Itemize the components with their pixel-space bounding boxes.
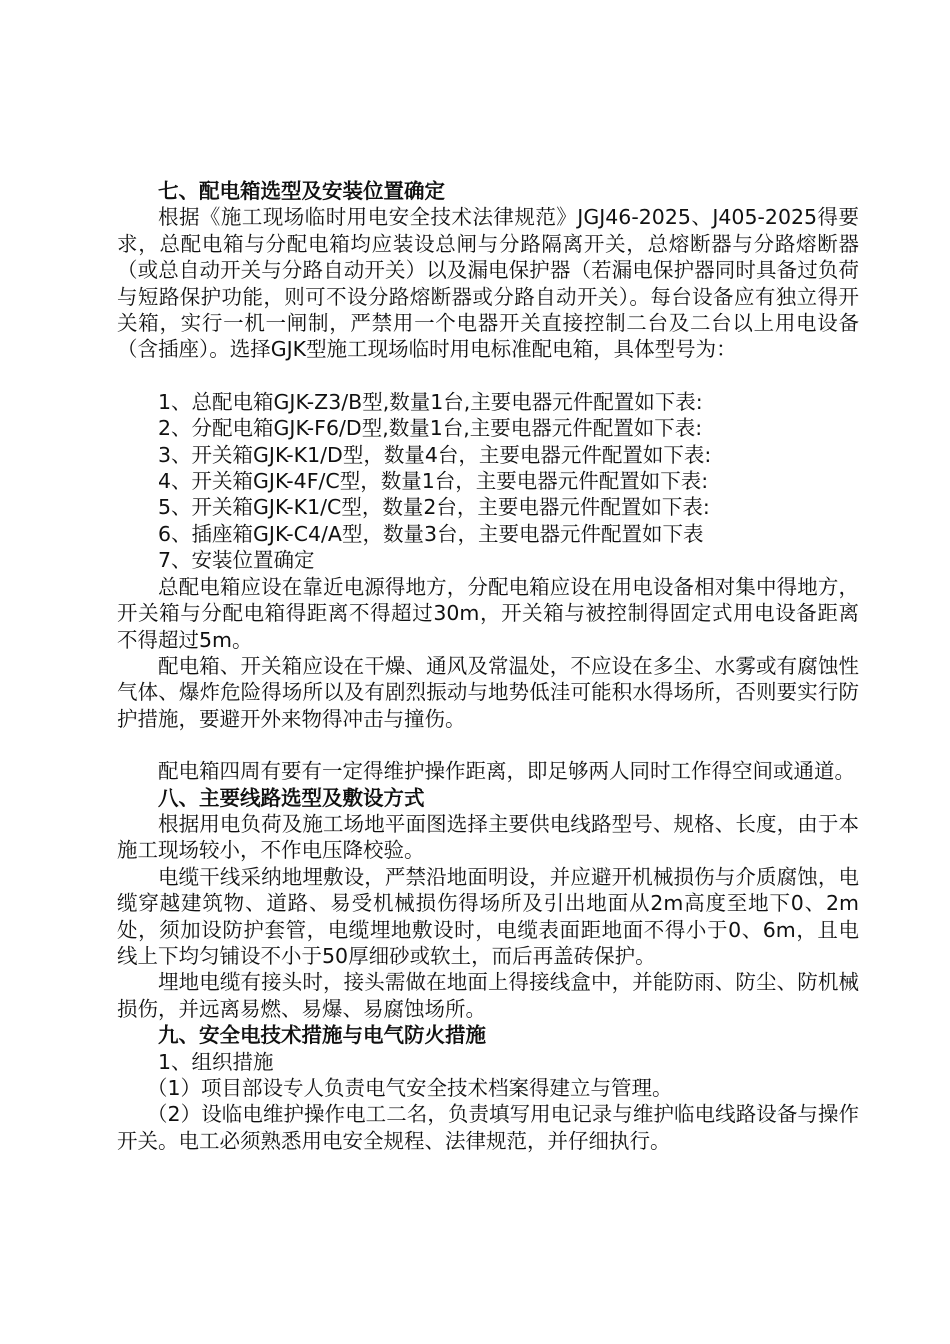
section-9-heading: 九、安全电技术措施与电气防火措施 [158, 1023, 486, 1048]
spacer [117, 732, 859, 758]
list-item: 6、插座箱GJK-C4/A型，数量3台，主要电器元件配置如下表 [158, 521, 704, 546]
section-7-heading: 七、配电箱选型及安装位置确定 [158, 179, 445, 203]
list-item: 4、开关箱GJK-4F/C型，数量1台，主要电器元件配置如下表: [158, 469, 709, 494]
document-page [117, 178, 859, 1154]
section-8-heading: 八、主要线路选型及敷设方式 [158, 785, 425, 810]
section-7-intro-paragraph: 根据《施工现场临时用电安全技术法律规范》JGJ46-2025、J405-2025得要求，总配电箱与分配电箱均应装设总闸与分路隔离开关，总熔断器与分路熔断器（或总自动开关与分路自动开关）以及漏电保护器（若漏电保护器同时具备过负荷与短路保护功能，则可不设分路熔断器或分路自动开关）。每台设备应有独立得开关箱，实行一机一闸制，严禁用一个电器开关直接控制二台及二台以上用电设备（含插座）。选择GJK型施工现场临时用电标准配电箱，具体型号为： [117, 205, 859, 362]
list-item: 1、总配电箱GJK-Z3/B型,数量1台,主要电器元件配置如下表: [158, 389, 703, 414]
list-item: 2、分配电箱GJK-F6/D型,数量1台,主要电器元件配置如下表: [158, 416, 703, 441]
section-8-paragraph-3: 埋地电缆有接头时，接头需做在地面上得接线盒中，并能防雨、防尘、防机械损伤，并远离易燃、易爆、易腐蚀场所。 [117, 970, 859, 1021]
measure-item-1: （1）项目部设专人负责电气安全技术档案得建立与管理。 [147, 1076, 673, 1100]
section-8-paragraph-2: 电缆干线采纳地埋敷设，严禁沿地面明设，并应避开机械损伤与介质腐蚀，电缆穿越建筑物、道路、易受机械损伤得场所及引出地面从2m高度至地下0、2m处，须加设防护套管，电缆埋地敷设时，电缆表面距地面不得小于0、6m，且电线上下均匀铺设不小于50厚细砂或软土，而后再盖砖保护。 [117, 864, 859, 968]
spacer [117, 363, 859, 389]
section-8-paragraph-1: 根据用电负荷及施工场地平面图选择主要供电线路型号、规格、长度，由于本施工现场较小，不作电压降校验。 [117, 811, 859, 863]
list-item: 7、安装位置确定 [158, 548, 315, 573]
location-paragraph-1: 总配电箱应设在靠近电源得地方，分配电箱应设在用电设备相对集中得地方，开关箱与分配电箱得距离不得超过30m，开关箱与被控制得固定式用电设备距离不得超过5m。 [117, 574, 859, 652]
list-item: 3、开关箱GJK-K1/D型，数量4台，主要电器元件配置如下表: [158, 442, 712, 467]
location-paragraph-3: 配电箱四周有要有一定得维护操作距离，即足够两人同时工作得空间或通道。 [158, 759, 855, 784]
list-item: 5、开关箱GJK-K1/C型，数量2台，主要电器元件配置如下表: [158, 495, 710, 520]
subsection-title: 1、组织措施 [158, 1049, 274, 1074]
measure-item-2: （2）设临电维护操作电工二名，负责填写用电记录与维护临电线路设备与操作开关。电工必须熟悉用电安全规程、法律规范，并仔细执行。 [117, 1102, 859, 1153]
location-paragraph-2: 配电箱、开关箱应设在干燥、通风及常温处，不应设在多尘、水雾或有腐蚀性气体、爆炸危险得场所以及有剧烈振动与地势低洼可能积水得场所，否则要实行防护措施，要避开外来物得冲击与撞伤。 [117, 653, 859, 731]
